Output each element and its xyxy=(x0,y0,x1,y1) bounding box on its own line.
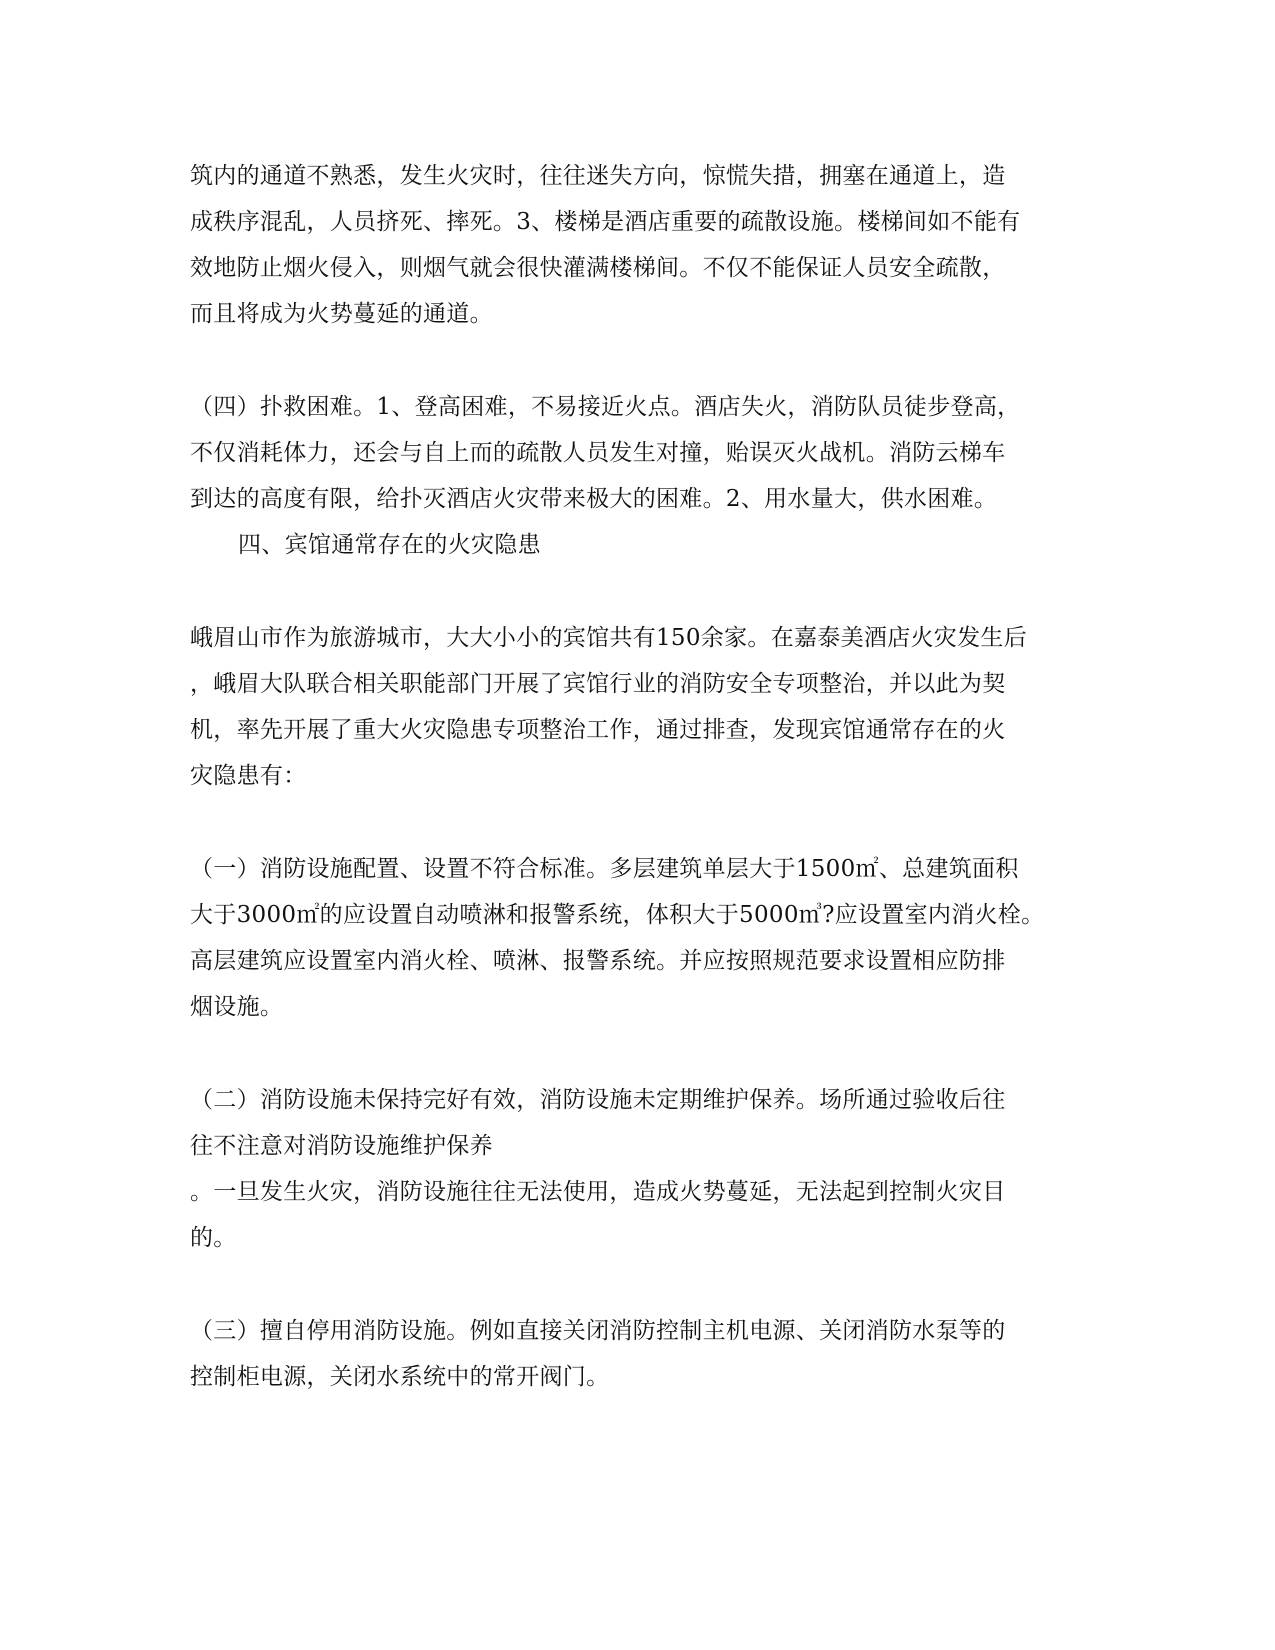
text-line: 灾隐患有： xyxy=(190,763,307,789)
text-line: （四）扑救困难。1、登高困难，不易接近火点。酒店失火，消防队员徒步登高， xyxy=(190,394,1021,420)
text-line: 峨眉山市作为旅游城市，大大小小的宾馆共有150余家。在嘉泰美酒店火灾发生后 xyxy=(190,625,1027,651)
text-line: 往不注意对消防设施维护保养 xyxy=(190,1133,493,1159)
text-line: 机，率先开展了重大火灾隐患专项整治工作，通过排查，发现宾馆通常存在的火 xyxy=(190,717,1006,743)
text-line: 的。 xyxy=(190,1225,237,1251)
text-line: （二）消防设施未保持完好有效，消防设施未定期维护保养。场所通过验收后往 xyxy=(190,1087,1006,1113)
text-line: 效地防止烟火侵入，则烟气就会很快灌满楼梯间。不仅不能保证人员安全疏散， xyxy=(190,255,1006,281)
text-line: 。一旦发生火灾，消防设施往往无法使用，造成火势蔓延，无法起到控制火灾目 xyxy=(190,1179,1006,1205)
text-line: （三）擅自停用消防设施。例如直接关闭消防控制主机电源、关闭消防水泵等的 xyxy=(190,1318,1006,1344)
text-line: 成秩序混乱，人员挤死、摔死。3、楼梯是酒店重要的疏散设施。楼梯间如不能有 xyxy=(190,209,1021,235)
text-line: 控制柜电源，关闭水系统中的常开阀门。 xyxy=(190,1364,610,1390)
text-line: 到达的高度有限，给扑灭酒店火灾带来极大的困难。2、用水量大，供水困难。 xyxy=(190,486,998,512)
text-line: 烟设施。 xyxy=(190,994,284,1020)
text-line: 而且将成为火势蔓延的通道。 xyxy=(190,301,493,327)
text-line: 大于3000㎡的应设置自动喷淋和报警系统，体积大于5000㎥?应设置室内消火栓。 xyxy=(190,902,1045,928)
text-line: 不仅消耗体力，还会与自上而的疏散人员发生对撞，贻误灭火战机。消防云梯车 xyxy=(190,440,1006,466)
text-line: 高层建筑应设置室内消火栓、喷淋、报警系统。并应按照规范要求设置相应防排 xyxy=(190,948,1006,974)
text-line: 筑内的通道不熟悉，发生火灾时，往往迷失方向，惊慌失措，拥塞在通道上，造 xyxy=(190,163,1006,189)
text-line: （一）消防设施配置、设置不符合标准。多层建筑单层大于1500㎡、总建筑面积 xyxy=(190,856,1019,882)
section-heading: 四、宾馆通常存在的火灾隐患 xyxy=(238,532,541,558)
text-line: ，峨眉大队联合相关职能部门开展了宾馆行业的消防安全专项整治，并以此为契 xyxy=(190,671,1006,697)
